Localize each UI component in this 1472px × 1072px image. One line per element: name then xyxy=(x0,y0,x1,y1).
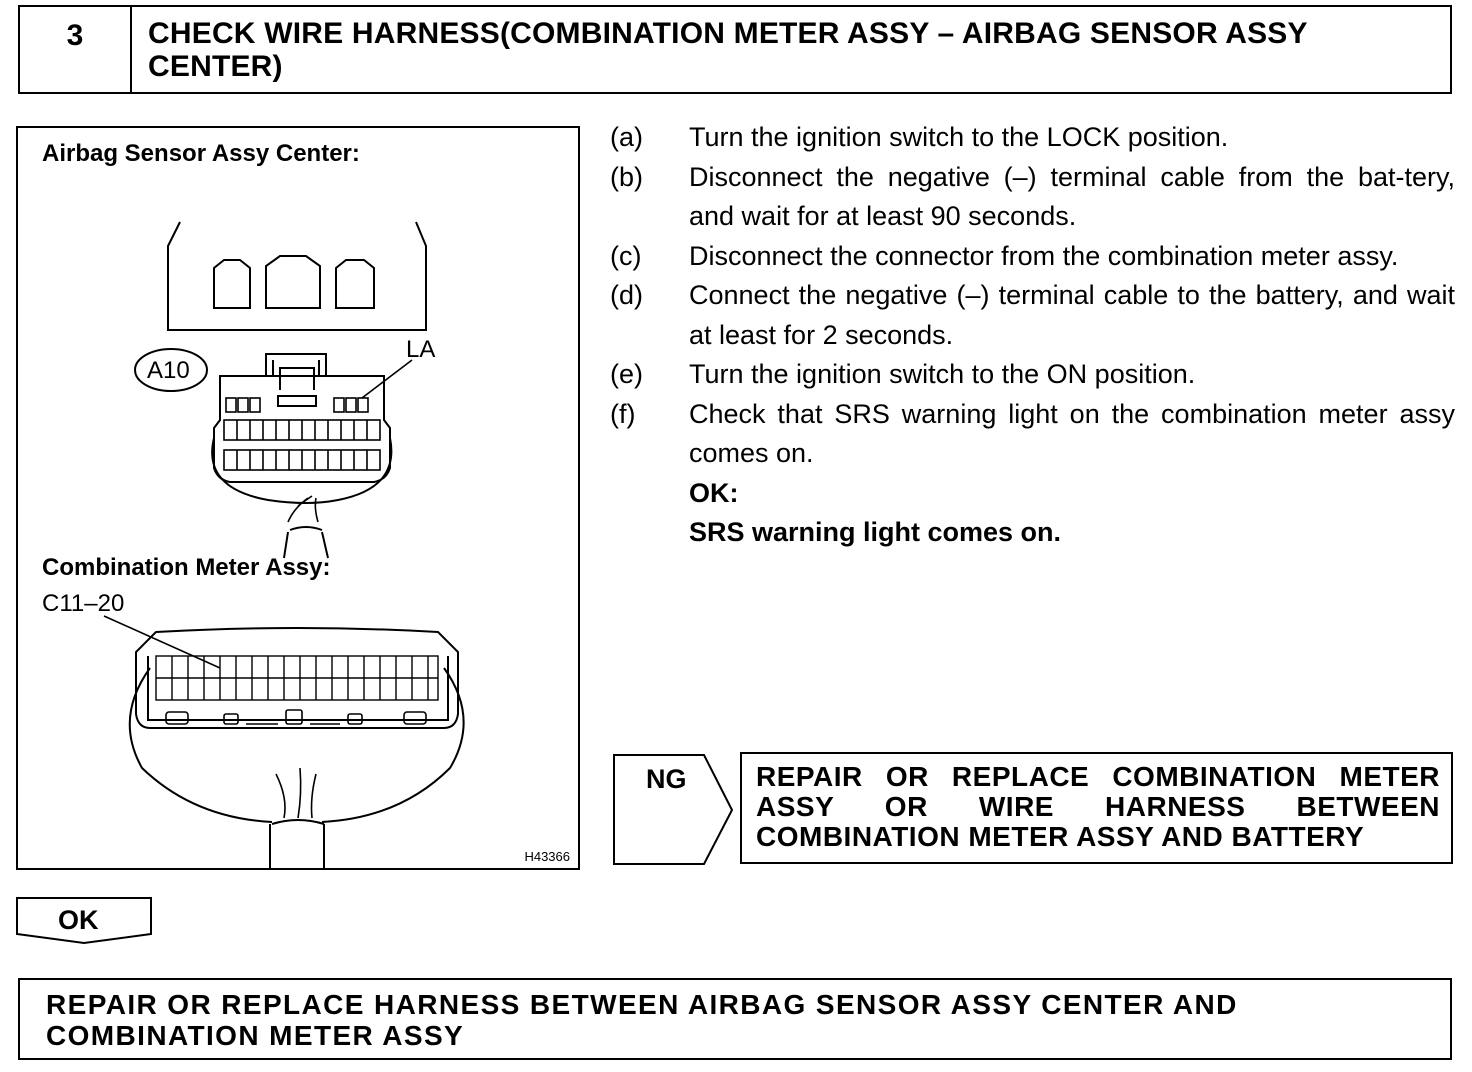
ok-condition-text: SRS warning light comes on. xyxy=(689,517,1062,547)
ok-action-text: REPAIR OR REPLACE HARNESS BETWEEN AIRBAG SENSOR ASSY CENTER AND COMBINATION METER ASSY xyxy=(46,989,1238,1051)
ok-label: OK xyxy=(58,905,99,935)
step-item xyxy=(610,237,1455,277)
step-header xyxy=(18,5,1452,94)
connector-id-a10: A10 xyxy=(147,357,190,384)
step-item xyxy=(610,355,1455,395)
ng-action-text: REPAIR OR REPLACE COMBINATION METER ASSY OR WIRE HARNESS BETWEEN COMBINATION METER ASSY AND BATTERY xyxy=(756,761,1440,852)
step-text: Check that SRS warning light on the combination meter assy comes on. xyxy=(689,398,1455,468)
step-item xyxy=(610,395,1455,474)
step-text: Disconnect the connector from the combination meter assy. xyxy=(689,240,1399,271)
connector-diagram xyxy=(18,128,578,868)
ok-action-box xyxy=(18,978,1452,1060)
ok-condition-label: OK: xyxy=(689,477,739,508)
step-number: 3 xyxy=(20,7,132,92)
ng-action-box xyxy=(740,752,1453,864)
step-item xyxy=(610,118,1455,158)
meter-terminal-label: C11–20 xyxy=(42,590,125,617)
step-text: Turn the ignition switch to the LOCK position. xyxy=(689,122,1229,152)
ng-label: NG xyxy=(646,764,687,794)
step-letter: (e) xyxy=(610,359,643,389)
wiring-figure xyxy=(16,126,580,870)
step-text: Disconnect the negative (–) terminal cable from the bat-tery, and wait for at least 90 seconds. xyxy=(689,161,1455,231)
step-letter: (b) xyxy=(610,161,643,192)
step-title: CHECK WIRE HARNESS(COMBINATION METER ASSY – AIRBAG SENSOR ASSY CENTER) xyxy=(148,17,1308,83)
terminal-la-label: LA xyxy=(406,336,436,363)
step-item xyxy=(610,276,1455,355)
airbag-sensor-label: Airbag Sensor Assy Center: xyxy=(42,140,360,167)
step-text: Connect the negative (–) terminal cable to the battery, and wait at least for 2 seconds. xyxy=(689,280,1455,350)
step-letter: (f) xyxy=(610,398,636,429)
figure-id: H43366 xyxy=(524,849,570,864)
step-letter: (c) xyxy=(610,240,642,271)
ok-condition xyxy=(610,474,1455,553)
step-item xyxy=(610,158,1455,237)
procedure-steps xyxy=(610,118,1455,553)
step-letter: (d) xyxy=(610,280,643,310)
step-text: Turn the ignition switch to the ON position. xyxy=(689,359,1196,389)
step-letter: (a) xyxy=(610,122,643,152)
combination-meter-label: Combination Meter Assy: xyxy=(42,554,331,581)
